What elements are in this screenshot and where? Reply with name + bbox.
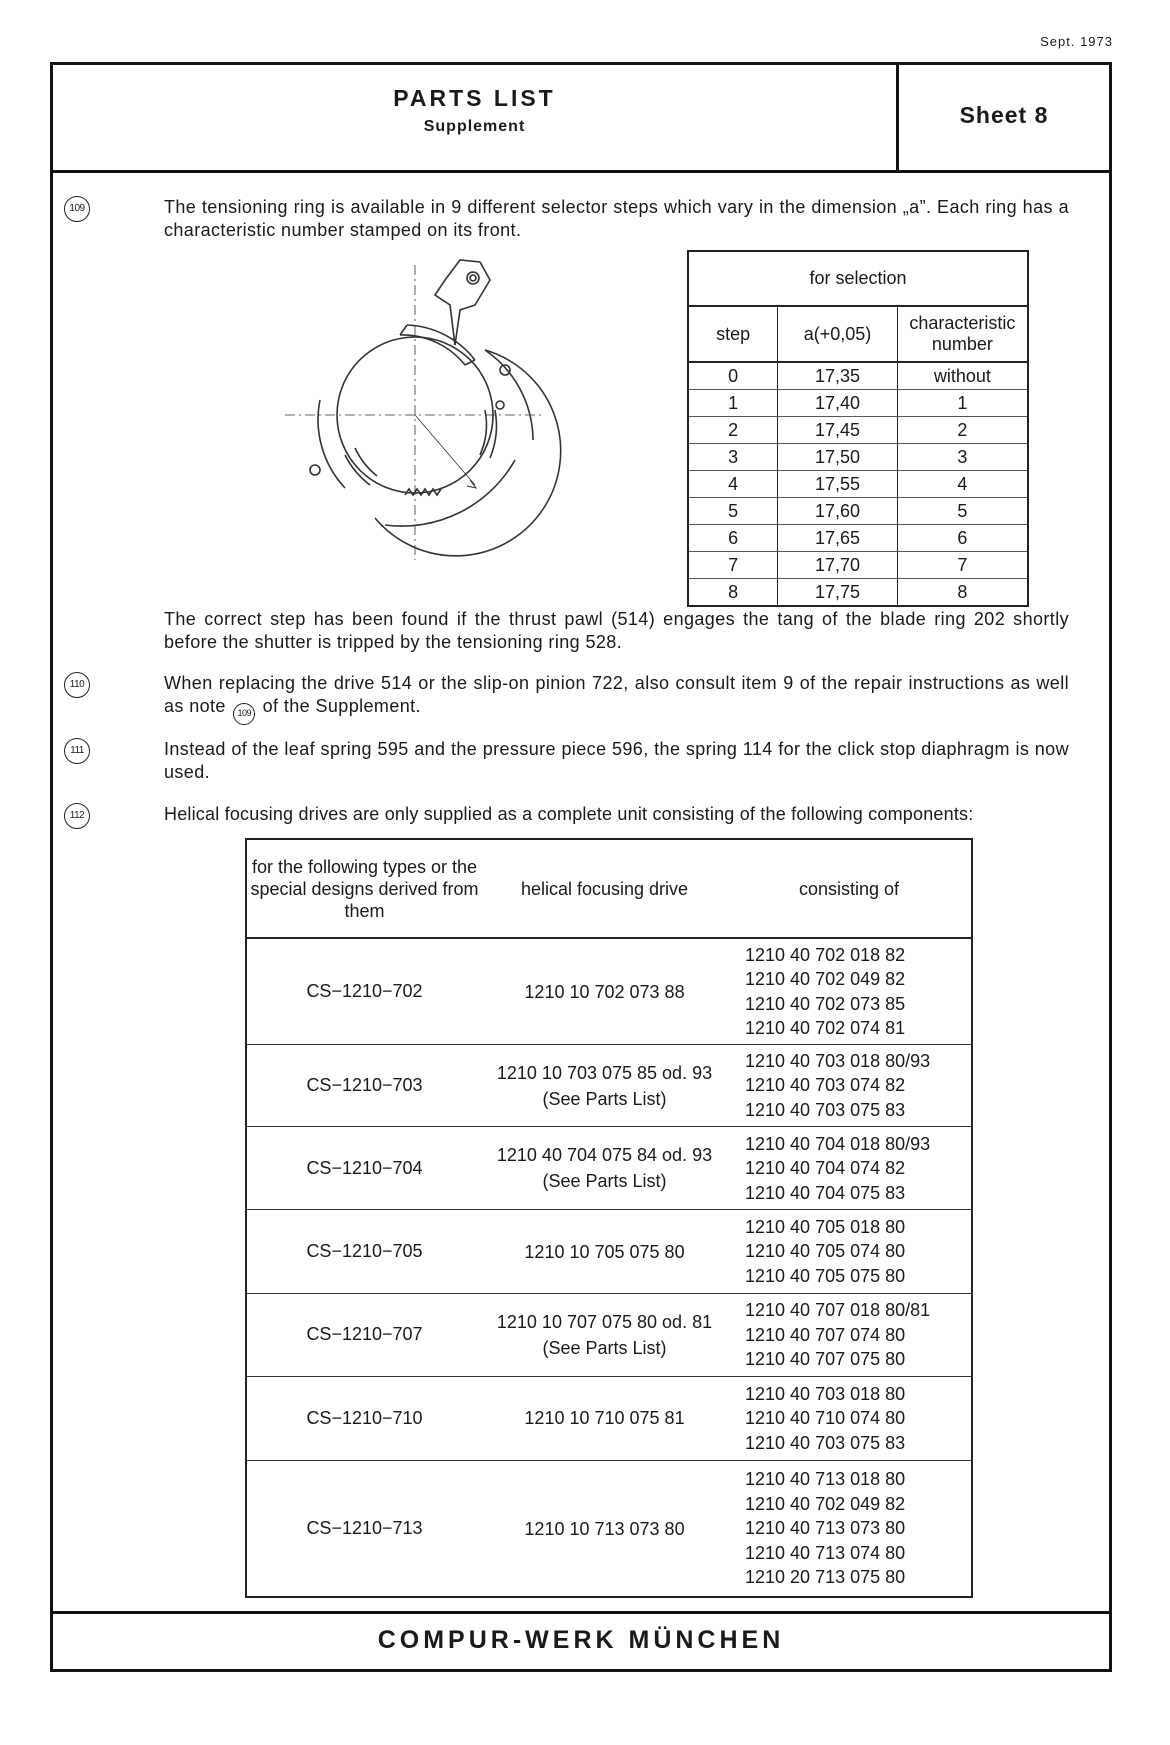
column-header-characteristic-number: characteristic number — [897, 306, 1028, 362]
component-number: 1210 40 703 074 82 — [745, 1075, 906, 1096]
page-subtitle: Supplement — [423, 118, 526, 135]
type-cell: CS−1210−710 — [246, 1376, 482, 1460]
drive-cell — [482, 1461, 727, 1597]
column-header-types: for the following types or the special designs derived from them — [246, 839, 482, 938]
dimension-cell: 17,50 — [778, 444, 897, 471]
step-cell: 7 — [688, 552, 778, 579]
document-date: Sept. 1973 — [1040, 34, 1113, 49]
drive-note: (See Parts List) — [542, 1337, 667, 1358]
drive-cell — [482, 938, 727, 1044]
note-110-text-before: When replacing the drive 514 or the slip-on pinion 722, also consult item 9 of the repair instructions as well as note — [164, 673, 1069, 716]
note-marker-109: 109 — [64, 196, 90, 222]
table-row — [688, 390, 1028, 417]
drive-cell — [482, 1376, 727, 1460]
drive-cell — [482, 1045, 727, 1127]
component-number: 1210 40 707 074 80 — [745, 1324, 906, 1345]
component-number: 1210 40 703 018 80/93 — [745, 1050, 931, 1071]
table-row — [246, 1210, 972, 1293]
column-header-step: step — [688, 306, 778, 362]
footer: COMPUR-WERK MÜNCHEN — [53, 1611, 1109, 1669]
component-number: 1210 40 713 073 80 — [745, 1518, 906, 1539]
table-row — [688, 471, 1028, 498]
drive-number: 1210 10 702 073 88 — [524, 981, 685, 1002]
table-row — [246, 1293, 972, 1376]
component-number: 1210 40 703 075 83 — [745, 1099, 906, 1120]
table-row — [246, 1045, 972, 1127]
number-cell: 8 — [957, 581, 968, 602]
table-row — [688, 525, 1028, 552]
drive-cell — [482, 1293, 727, 1376]
drive-note: (See Parts List) — [542, 1171, 667, 1192]
helical-drives-table — [245, 838, 973, 1598]
table-row — [688, 498, 1028, 525]
components-cell — [727, 938, 972, 1044]
note-marker-112: 112 — [64, 803, 90, 829]
components-cell — [727, 1376, 972, 1460]
tensioning-ring-drawing — [285, 250, 570, 560]
sheet-number: Sheet 8 — [959, 102, 1049, 128]
drive-number: 1210 10 713 073 80 — [524, 1518, 685, 1539]
note-109-text: The tensioning ring is available in 9 different selector steps which vary in the dimension „a”. Each ring has a characteristic number stamped on its front. — [164, 197, 1069, 240]
component-number: 1210 40 710 074 80 — [745, 1408, 906, 1429]
dimension-cell: 17,45 — [778, 417, 897, 444]
type-cell: CS−1210−703 — [246, 1045, 482, 1127]
components-cell — [727, 1293, 972, 1376]
type-cell: CS−1210−707 — [246, 1293, 482, 1376]
step-cell: 3 — [688, 444, 778, 471]
step-cell: 0 — [688, 362, 778, 390]
component-number: 1210 40 702 018 82 — [745, 944, 906, 965]
drive-number: 1210 10 707 075 80 od. 81 — [496, 1311, 713, 1332]
number-cell: 4 — [897, 471, 1028, 498]
component-number: 1210 40 713 018 80 — [745, 1469, 906, 1490]
step-cell: 4 — [688, 471, 778, 498]
component-number: 1210 40 705 075 80 — [745, 1265, 906, 1286]
component-number: 1210 40 707 075 80 — [745, 1349, 906, 1370]
component-number: 1210 40 704 074 82 — [745, 1158, 906, 1179]
column-header-consisting-of: consisting of — [727, 839, 972, 938]
drive-number: 1210 10 710 075 81 — [524, 1408, 685, 1429]
components-cell — [727, 1127, 972, 1210]
inline-note-marker-109: 109 — [233, 703, 255, 725]
component-number: 1210 40 707 018 80/81 — [745, 1300, 931, 1321]
component-number: 1210 40 705 018 80 — [745, 1216, 906, 1237]
dimension-cell: 17,75 — [778, 579, 897, 607]
drive-note: (See Parts List) — [542, 1088, 667, 1109]
component-number: 1210 40 704 018 80/93 — [745, 1133, 931, 1154]
number-cell: 1 — [897, 390, 1028, 417]
type-cell: CS−1210−705 — [246, 1210, 482, 1293]
selection-table — [687, 250, 1029, 607]
dimension-cell: 17,35 — [778, 362, 897, 390]
number-cell: 5 — [897, 498, 1028, 525]
table-row — [688, 417, 1028, 444]
dimension-cell: 17,60 — [778, 498, 897, 525]
table-row — [688, 579, 1028, 607]
drive-cell — [482, 1127, 727, 1210]
step-cell: 5 — [688, 498, 778, 525]
component-number: 1210 40 703 018 80 — [745, 1383, 906, 1404]
component-number: 1210 40 705 074 80 — [745, 1241, 906, 1262]
table-row — [688, 444, 1028, 471]
note-marker-111: 111 — [64, 738, 90, 764]
dimension-cell: 17,55 — [778, 471, 897, 498]
components-cell — [727, 1045, 972, 1127]
drive-number: 1210 10 705 075 80 — [524, 1241, 685, 1262]
step-cell: 6 — [688, 525, 778, 552]
table-row — [246, 1127, 972, 1210]
drive-number: 1210 40 704 075 84 od. 93 — [496, 1145, 713, 1166]
number-cell: without — [897, 362, 1028, 390]
header — [53, 65, 1109, 173]
components-cell — [727, 1461, 972, 1597]
table-row — [688, 552, 1028, 579]
component-number: 1210 40 702 049 82 — [745, 969, 906, 990]
number-cell: 2 — [897, 417, 1028, 444]
page-title: PARTS LIST — [393, 85, 556, 111]
note-110-text-after: of the Supplement. — [257, 696, 421, 716]
note-111-text: Instead of the leaf spring 595 and the pressure piece 596, the spring 114 for the click stop diaphragm is now used. — [164, 739, 1069, 782]
table-row — [246, 1376, 972, 1460]
step-cell: 1 — [688, 390, 778, 417]
dimension-cell: 17,40 — [778, 390, 897, 417]
correct-step-text: The correct step has been found if the thrust pawl (514) engages the tang of the blade ring 202 shortly before the shutter is tripped by the tensioning ring 528. — [164, 609, 1069, 652]
component-number: 1210 20 713 075 80 — [745, 1567, 906, 1588]
note-110-text — [164, 672, 1069, 725]
note-marker-110: 110 — [64, 672, 90, 698]
column-header-helical-drive: helical focusing drive — [482, 839, 727, 938]
component-number: 1210 40 703 075 83 — [745, 1432, 906, 1453]
component-number: 1210 40 702 074 81 — [745, 1018, 906, 1039]
component-number: 1210 40 702 073 85 — [745, 993, 906, 1014]
dimension-cell: 17,65 — [778, 525, 897, 552]
type-cell: CS−1210−704 — [246, 1127, 482, 1210]
header-title-cell — [53, 65, 899, 170]
type-cell: CS−1210−702 — [246, 938, 482, 1044]
component-number: 1210 40 702 049 82 — [745, 1493, 906, 1514]
number-cell: 6 — [897, 525, 1028, 552]
type-cell: CS−1210−713 — [306, 1518, 423, 1539]
drive-cell — [482, 1210, 727, 1293]
table-row — [246, 1461, 972, 1597]
step-cell: 8 — [688, 579, 778, 607]
dimension-cell: 17,70 — [778, 552, 897, 579]
drive-number: 1210 10 703 075 85 od. 93 — [496, 1062, 713, 1083]
component-number: 1210 40 704 075 83 — [745, 1182, 906, 1203]
column-header-dimension-a: a(+0,05) — [778, 306, 897, 362]
component-number: 1210 40 713 074 80 — [745, 1542, 906, 1563]
table-row — [246, 938, 972, 1044]
step-cell: 2 — [688, 417, 778, 444]
number-cell: 3 — [897, 444, 1028, 471]
components-cell — [727, 1210, 972, 1293]
number-cell: 7 — [897, 552, 1028, 579]
selection-table-title: for selection — [688, 251, 1028, 306]
note-112-text: Helical focusing drives are only supplied as a complete unit consisting of the following components: — [164, 804, 974, 824]
table-row — [688, 362, 1028, 390]
